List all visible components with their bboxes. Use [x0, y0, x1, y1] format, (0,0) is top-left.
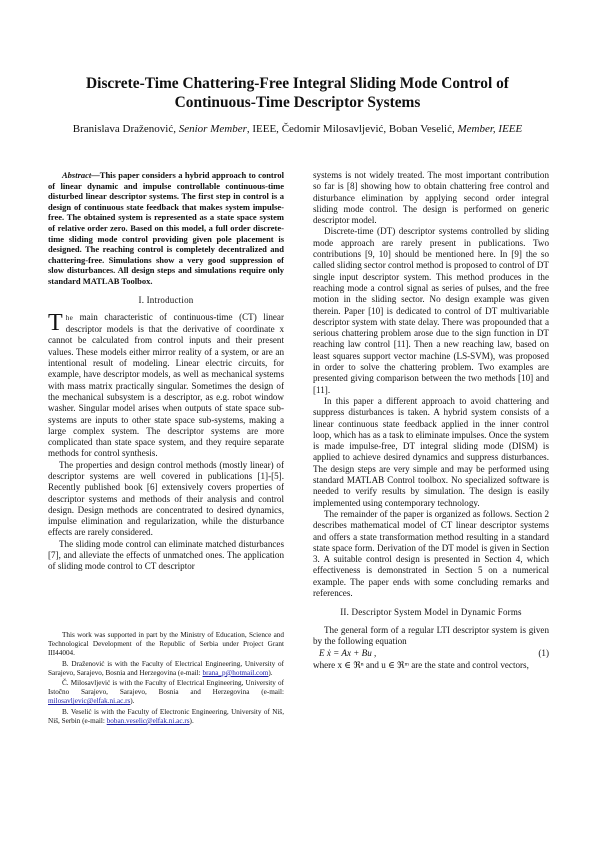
author-3-role: Member, IEEE: [457, 123, 523, 135]
author-2-name: Čedomir Milosavljević,: [281, 123, 389, 135]
right-paragraph-3: In this paper a different approach to avoid chattering and suppress disturbances is taken. A hybrid system consists of a linear continuous state feedback applied in the inner control loop, which has as a task to eliminate impulses. Once the system is made impulse-free, DT integral sliding mode (DISM) is applied to achieve desired dynamics and suppress disturbances. The design steps are very simple and may be performed using standard MATLAB Control toolbox. No specialized software is needed to verify results by simulation. The design is easily implemented using contemporary technology.: [313, 395, 549, 508]
email-link-2[interactable]: milosavljevic@elfak.ni.ac.rs: [48, 697, 131, 706]
right-paragraph-2: Discrete-time (DT) descriptor systems controlled by sliding mode approach are rarely present in publications. Two contributions [9, 10] should be mentioned here. In [9] the so called sliding sector control method is proposed to control of DT single input descriptor system. This method produces in the reaching mode a control signal as series of pulses, and the free motion in the sliding sector. No design example was given therein. Paper [10] is dedicated to control of DT multivariable descriptor system with state delay. There was propounded that a serious chattering problem arose due to the sign function in DT reaching law control [11]. Then a new reaching law, based on least squares support vector machine (LS-SVM), was proposed in order to solve the chattering problem. Two examples are presented giving comparison between the two methods [10] and [11].: [313, 226, 549, 395]
abstract: [48, 170, 284, 287]
author-1-org: , IEEE,: [246, 123, 282, 135]
intro-paragraph-1: [48, 309, 284, 460]
footnote-author-2: Č. Milosavljević is with the Faculty of Electrical Engineering, University of Istočno Sarajevo, Sarajevo, Bosnia and Herzegovina (e-mail: milosavljevic@elfak.ni.ac.rs).: [48, 679, 284, 706]
email-link-3[interactable]: boban.veselic@elfak.ni.ac.rs: [106, 716, 190, 725]
left-column: [48, 170, 284, 573]
first-word: he: [65, 313, 74, 322]
section-1-heading: I. Introduction: [138, 294, 194, 305]
abstract-lead: Abstract: [62, 170, 92, 180]
footnotes: [48, 631, 284, 727]
author-line: [70, 122, 525, 137]
section-2-paragraph-2: where x ∈ ℜⁿ and u ∈ ℜᵐ are the state and control vectors,: [313, 660, 529, 671]
right-column: [313, 170, 549, 672]
section-2-paragraph-1: The general form of a regular LTI descriptor system is given by the following equation: [313, 624, 549, 646]
author-3-name: Boban Veselić,: [388, 123, 458, 135]
footnote-author-3: B. Veselić is with the Faculty of Electronic Engineering, University of Niš, Niš, Serbin (e-mail: boban.veselic@elfak.ni.ac.rs).: [48, 707, 284, 725]
drop-cap: T: [48, 309, 63, 336]
intro-p1-text: main characteristic of continuous-time (CT) linear descriptor models is that the derivative of coordinate x cannot be calculated from control inputs and their present values. These models either mirror reality of a system, or are an intentional result of modeling. Linear electric circuits, for example, have descriptor models, as well as mechanical systems with mass matrix practically singular. Sometimes the design of the mechanical subsystem is a descriptor, as e.g. robot window washer. Singular model arises when outputs of state space sub-systems are inputs to other state space sub-systems, making a large complex system. The descriptor systems are more complicated than state space system, and they require separate methods for control synthesis.: [48, 311, 284, 459]
email-link-1[interactable]: brana_p@hotmail.com: [202, 668, 269, 677]
abstract-text: —This paper considers a hybrid approach to control of linear dynamic and impulse controllable continuous-time disturbed linear descriptor systems. The first step in control is a design of continuous state feedback that makes system impulse-free. The obtained system is represented as a state space system of relative order zero. Based on this model, a full order discrete-time sliding mode control providing given pole placement is designed. The reaching control is completely decentralized and chattering-free. Simulations show a very good suppression of slow disturbances. All design steps and simulations require only standard MATLAB Toolbox.: [48, 170, 284, 286]
equation-body: E ẋ = Ax + Bu ,: [319, 648, 377, 659]
footnote-funding: This work was supported in part by the Ministry of Education, Science and Technological Development of the Republic of Serbia under Project Grant III44004.: [48, 631, 284, 658]
intro-paragraph-3: The sliding mode control can eliminate matched disturbances [7], and alleviate the effects of unmatched ones. The application of sliding mode control to CT descriptor: [48, 538, 284, 572]
author-1-role: Senior Member: [178, 123, 247, 135]
intro-paragraph-2: The properties and design control methods (mostly linear) of descriptor systems are well covered in publications [1]-[5]. Recently published book [6] extensively covers properties of descriptor systems and methods of their analysis and control design. Design methods are concentrated to desired dynamics, impulse elimination and regularization, while the disturbance effects are rarely considered.: [48, 459, 284, 538]
author-1-name: Branislava Draženović,: [72, 123, 179, 135]
equation-1: [319, 648, 549, 659]
section-2-heading: II. Descriptor System Model in Dynamic Forms: [340, 607, 522, 618]
equation-number: (1): [538, 648, 549, 659]
paper-title: Discrete-Time Chattering-Free Integral Sliding Mode Control of Continuous-Time Descriptor Systems: [86, 75, 509, 111]
footnote-author-1: B. Draženović is with the Faculty of Electrical Engineering, University of Sarajevo, Sarajevo, Bosnia and Herzegovina (e-mail: brana_p@hotmail.com).: [48, 659, 284, 677]
right-paragraph-4: The remainder of the paper is organized as follows. Section 2 describes mathematical model of CT linear descriptor systems and offers a state transformation method resulting in a standard state space form. Derivation of the DT model is given in Section 3. A suitable control design is presented in Section 4, which effectiveness is demonstrated in Section 5 on a numerical example. The paper ends with some concluding remarks and references.: [313, 508, 549, 598]
right-paragraph-1: systems is not widely treated. The most important contribution so far is [8] showing how to obtain chattering free control and disturbance elimination by applying second order integral sliding mode control. The design is performed on generic descriptor model.: [313, 170, 549, 226]
